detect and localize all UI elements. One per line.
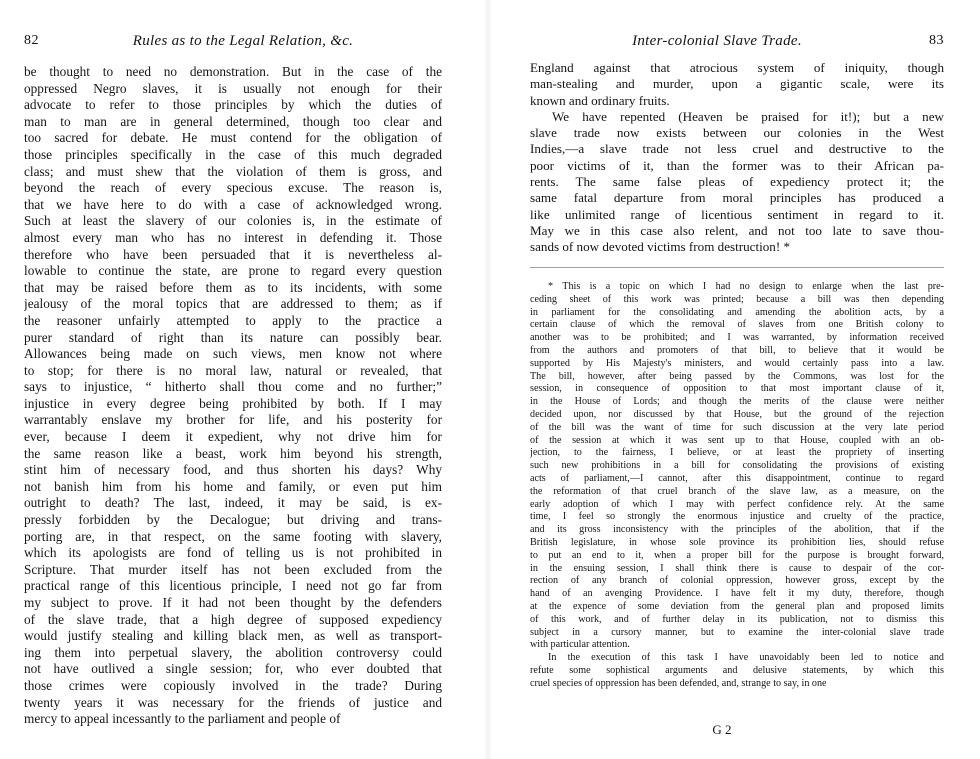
text-line: beyond the reach of every specious excuse. The reason is,: [24, 180, 442, 196]
footnote-line: supported by His Majesty's ministers, and would certainly pass into a law.: [530, 357, 944, 369]
text-line: the reasoner unfairly attempted to apply to the practice a: [24, 312, 442, 328]
text-line: poor victims of it, than the former was to their African pa-: [530, 157, 944, 173]
footnote-line: and its gross inconsistency with the principles of the abolition, that if the: [530, 524, 944, 536]
footnote-line: at the expence of some deviation from the general plan and proposed limits: [530, 600, 944, 612]
text-line: warrantably enslave my brother for life, and his posterity for: [24, 412, 442, 428]
text-line: class; and must shew that the violation of them is gross, and: [24, 163, 442, 179]
footnote-line: rection of any branch of colonial oppression, however gross, except by the: [530, 575, 944, 587]
footnote-line: to put an end to it, when a proper bill for the purpose is brought forward,: [530, 549, 944, 561]
text-line: slave trade now exists between our colonies in the West: [530, 125, 944, 141]
right-page-number: 83: [929, 33, 944, 48]
text-line: We have repented (Heaven be praised for it!); but a new: [552, 108, 944, 124]
footnote-line: * This is a topic on which I had no design to enlarge when the last pre-: [548, 281, 944, 292]
footnote-line: of the session at which it was sent up to that House, coupled with an ob-: [530, 434, 944, 446]
footnote-line: hand of an avenging Providence. I have felt it my duty, therefore, though: [530, 588, 944, 600]
text-line: practical range of this licentious principle, I need not go far from: [24, 578, 442, 594]
footnote-line: the reformation of that cruel branch of the slave law, as a measure, on the: [530, 485, 944, 497]
text-line: purer standard of right than its nature can possibly bear.: [24, 329, 442, 345]
footnote-line: in parliament for the consolidating and amending the abolition acts, by a: [530, 306, 944, 318]
text-line: sands of now devoted victims from destruction! *: [530, 239, 791, 255]
text-line: almost every man who has no interest in defending it. Those: [24, 229, 442, 245]
text-line: Allowances being made on such views, men know not where: [24, 346, 442, 362]
footnote-line: decided upon, nor discussed by that House, but the ground of the rejection: [530, 408, 944, 420]
right-running-head: [530, 33, 944, 53]
footnote-line: of the bill was the want of time for such discussion at the very late period: [530, 421, 944, 433]
footnote-line: acts of parliament,—I cannot, after this disappointment, continue to regard: [530, 472, 944, 484]
text-line: advocate to refer to those principles by which the duties of: [24, 97, 442, 113]
text-line: England against that atrocious system of iniquity, though: [530, 60, 944, 75]
left-running-head: [24, 33, 442, 53]
footnote-line: another was to be prohibited; and I was warranted, by information received: [530, 332, 944, 344]
footnote-line: British legislature, in whose sole province its prohibition lies, should refuse: [530, 536, 944, 548]
text-line: oppressed Negro slaves, it is usually not enough for their: [24, 80, 442, 96]
text-line: jealousy of the moral topics that are addressed to them; as if: [24, 296, 442, 312]
text-line: to stop; for there is no moral law, natural or revealed, that: [24, 362, 442, 378]
footnote-line: ceding sheet of this work was printed; because a bill was then depending: [530, 293, 944, 305]
text-line: those crimes were copiously involved in the trade? During: [24, 677, 442, 693]
footnote-line: subject in a cursory manner, but to examine the inter-colonial slave trade: [530, 626, 944, 638]
signature-mark: G 2: [712, 722, 732, 737]
footnote-line: certain clause of which the removal of slaves from one British colony to: [530, 319, 944, 331]
text-line: injustice in every degree being prohibited by both. If I may: [24, 395, 442, 411]
footnote-line: such new prohibitions in a bill for consolidating the provisions of existing: [530, 460, 944, 472]
text-line: ing them into perpetual slavery, the abolition controversy could: [24, 644, 442, 660]
text-line: of the slave trade, that a high degree of supposed expediency: [24, 611, 442, 627]
text-line: says to injustice, “ hitherto shall thou come and no further;”: [24, 379, 442, 395]
text-line: known and ordinary fruits.: [530, 92, 670, 108]
text-line: which its apologists are fond of telling us is not prohibited in: [24, 545, 442, 561]
text-line: lowable to continue the state, are prone to regard every question: [24, 263, 442, 279]
text-line: May we in this case also relent, and not too late to save thou-: [530, 222, 944, 238]
right-running-title: Inter-colonial Slave Trade.: [632, 33, 802, 49]
footnote-line: of this work, and of further delay in its publication, not to dismiss this: [530, 613, 944, 625]
left-running-title: Rules as to the Legal Relation, &c.: [132, 33, 354, 49]
footnote-line: The bill, however, after being passed by the Commons, was lost for the: [530, 370, 944, 382]
text-line: porting are, in that respect, on the same footing with slavery,: [24, 528, 442, 544]
footnote-line: from the authors and promoters of that bill, to believe that it would be: [530, 344, 944, 356]
text-line: be thought to need no demonstration. But in the case of the: [24, 64, 442, 79]
text-line: the same reason like a beast, work him beyond his strength,: [24, 445, 442, 461]
text-line: Indies,—a slave trade not less cruel and destructive to the: [530, 141, 944, 157]
text-line: like unlimited range of licentious sentiment in regard to it.: [530, 206, 944, 222]
text-line: not banish him from his home and family, or even put him: [24, 478, 442, 494]
text-line: too sacred for debate. He must contend for the obligation of: [24, 130, 442, 146]
footnote-rule: [530, 267, 944, 268]
text-line: man to man are in general determined, though too clear and: [24, 113, 442, 129]
footnote-line: refute some sophistical arguments and delusive statements, by which this: [530, 664, 944, 676]
footnote-line: in the ensuing session, I shall think there is cause to despair of the cor-: [530, 562, 944, 574]
text-line: stint him of necessary food, and thus shorten his days? Why: [24, 462, 442, 478]
footnote-line: early adoption of which I may with perfect confidence rely. At the same: [530, 498, 944, 510]
text-line: ever, because I deem it expedient, why not drive him for: [24, 429, 442, 445]
text-line: outright to death? The last, indeed, it may be said, is ex-: [24, 495, 442, 511]
footnote-line: in the House of Lords; and though the merits of the clause were neither: [530, 396, 944, 408]
footnote-line: session, in consequence of opposition to that most important clause of it,: [530, 383, 944, 395]
text-line: therefore who have been persuaded that it is nevertheless al-: [24, 246, 442, 262]
footnote-line: jection, to the fairness, I believe, or at least the propriety of inserting: [530, 447, 944, 459]
text-line: those principles specifically in the case of this much degraded: [24, 146, 442, 162]
footnote-line: In the execution of this task I have unavoidably been led to notice and: [548, 652, 944, 664]
text-line: twenty years it was necessary for the friends of justice and: [24, 694, 442, 710]
text-line: pressly forbidden by the Decalogue; but driving and trans-: [24, 512, 442, 528]
text-line: would justify stealing and killing black men, as well as transport-: [24, 628, 442, 644]
text-line: not have outlived a single session; for, who ever doubted that: [24, 661, 442, 677]
text-line: Such at least the slavery of our colonies is, in the estimate of: [24, 213, 442, 229]
text-line: man-stealing and murder, upon a gigantic scale, were its: [530, 76, 944, 92]
text-line: that we have here to do with a case of acknowledged wrong.: [24, 196, 442, 212]
text-line: same fatal departure from moral principles has produced a: [530, 190, 944, 206]
footnote-line: cruel species of oppression has been defended, and, strange to say, in one: [530, 677, 827, 689]
footnote-line: time, I feel so strongly the enormous injustice and cruelty of the practice,: [530, 511, 944, 523]
text-line: my subject to prove. If it had not been thought by the defenders: [24, 595, 442, 610]
left-body-text: [24, 64, 442, 728]
text-line: Scripture. That murder itself has not been excluded from the: [24, 561, 442, 577]
text-line: mercy to appeal incessantly to the parliament and people of: [24, 711, 341, 727]
left-page-number: 82: [24, 33, 39, 48]
right-body-text: [530, 60, 944, 256]
footnote-line: with particular attention.: [530, 639, 630, 651]
footnote: [530, 281, 944, 691]
text-line: that may be raised before them as to its incidents, with some: [24, 279, 442, 295]
text-line: rents. The same false pleas of expediency protect it; the: [530, 174, 944, 190]
